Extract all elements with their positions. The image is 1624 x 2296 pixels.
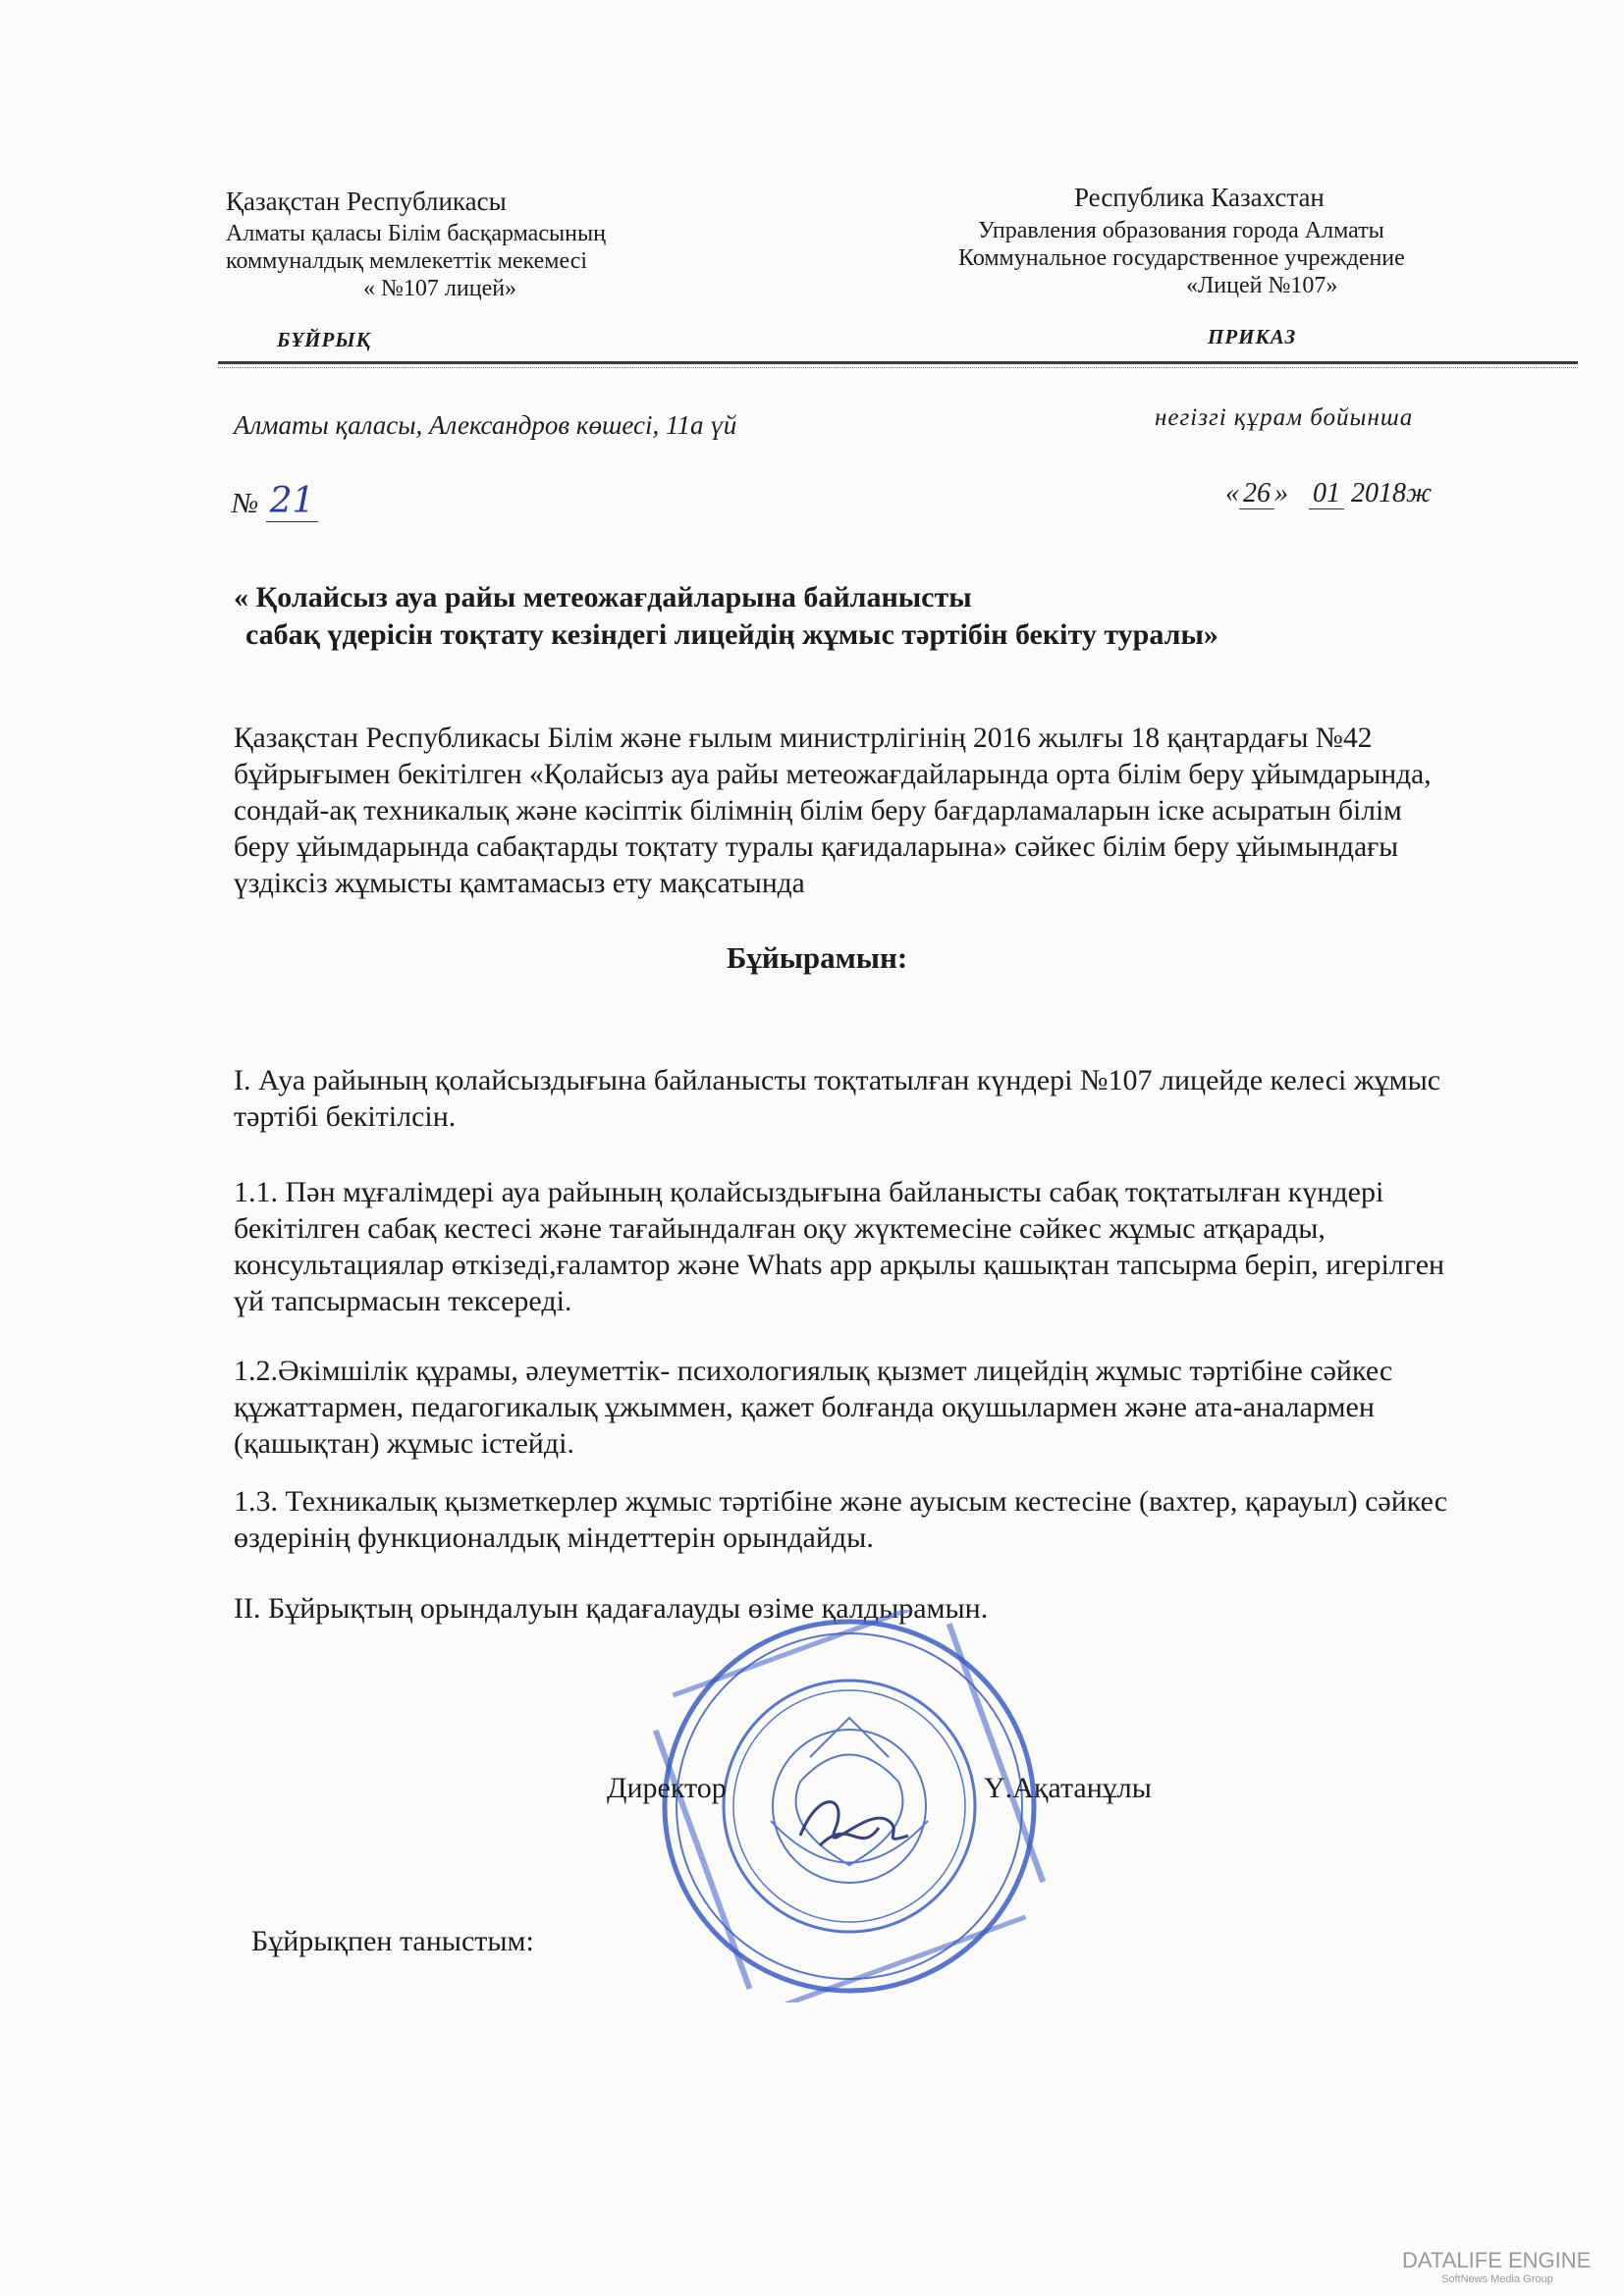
date-close-quote: » (1274, 478, 1288, 508)
header-right-line4: «Лицей №107» (1186, 273, 1338, 298)
stamp-graphic (653, 1610, 1046, 2002)
item-1-3: 1.3. Техникалық қызметкерлер жұмыс тәртібіне және ауысым кестесіне (вахтер, қарауыл) сәйкес өздерінің функционалдық міндеттерін орындайды. (234, 1485, 1448, 1554)
date-open-quote: « (1225, 478, 1239, 508)
order-word-text: Бұйырамын: (726, 940, 908, 975)
header-right-line3: Коммунальное государственное учреждение (958, 245, 1405, 271)
item-1-2: 1.2.Әкімшілік құрамы, әлеуметтік- психологиялық қызмет лицейдің жұмыс тәртібіне сәйкес құжаттармен, педагогикалық ұжыммен, қажет болғанда оқушылармен және ата-аналармен (қашықтан) жұмыс істейді. (234, 1355, 1393, 1460)
header-right-doc-type: ПРИКАЗ (1208, 325, 1297, 348)
header-right-line2: Управления образования города Алматы (978, 218, 1384, 243)
order-number (232, 481, 318, 521)
date-month: 01 (1309, 478, 1344, 509)
header-right-republic: Республика Казахстан (1074, 183, 1325, 212)
watermark-brand: DATALIFE ENGINE (1402, 2248, 1592, 2272)
header-rule (218, 361, 1578, 364)
order-number-prefix: № (232, 488, 259, 519)
item-1-1: 1.1. Пән мұғалімдері ауа райының қолайсыздығына байланысты сабақ тоқтатылған күндері бекітілген сабақ кестесі және тағайындалған оқу жүктемесіне сәйкес жұмыс атқарады, консультациялар өткізеді,ғаламтор және Whats app арқылы қашықтан тапсырма беріп, игерілген үй тапсырмасын тексереді. (234, 1176, 1445, 1317)
address: Алматы қаласы, Александров көшесі, 11а үй (234, 410, 737, 440)
title-line-1: « Қолайсыз ауа райы метеожағдайларына байланысты (234, 581, 972, 614)
order-number-value: 21 (266, 481, 319, 522)
order-category: негізгі құрам бойынша (1155, 404, 1414, 431)
header-left-line3: коммуналдық мемлекеттік мекемесі (226, 248, 588, 274)
official-stamp (653, 1610, 1046, 2002)
header-left-republic: Қазақстан Республикасы (226, 187, 507, 216)
header-left-doc-type: БҰЙРЫҚ (277, 328, 371, 351)
title-line-2: сабақ үдерісін тоқтату кезіндегі лицейдің жұмыс тәртібін бекіту туралы» (245, 618, 1218, 651)
item-2: II. Бұйрықтың орындалуын қадағалауды өзіме қалдырамын. (234, 1592, 989, 1625)
preamble: Қазақстан Республикасы Білім және ғылым министрлігінің 2016 жылғы 18 қаңтардағы №42 бұйрығымен бекітілген «Қолайсыз ауа райы метеожағдайларында орта білім беру ұйымдарында, сондай-ақ техникалық және кәсіптік білімнің білім беру бағдарламаларын іске асыратын білім беру ұйымдарында сабақтарды тоқтату туралы қағидаларына» сәйкес білім беру ұйымындағы үздіксіз жұмысты қамтамасыз ету мақсатында (234, 722, 1432, 899)
watermark-logo (1402, 2248, 1591, 2285)
date-year: 2018ж (1351, 478, 1433, 508)
item-1: I. Ауа райының қолайсыздығына байланысты тоқтатылған күндері №107 лицейде келесі жұмыс тәртібі бекітілсін. (234, 1064, 1441, 1133)
header-left-line2: Алматы қаласы Білім басқармасының (226, 221, 606, 246)
date-day: 26 (1239, 478, 1274, 509)
signature-name: Ү.Ақатанұлы (984, 1772, 1152, 1804)
order-title (234, 579, 1218, 654)
header-rule-thin (218, 367, 1578, 368)
header-left-line4: « №107 лицей» (363, 276, 517, 301)
acknowledged-label: Бұйрықпен таныстым: (251, 1925, 534, 1957)
order-date (1225, 478, 1432, 509)
watermark-sub: SoftNews Media Group (1441, 2273, 1553, 2285)
signature-title: Директор (607, 1772, 727, 1804)
order-word (0, 940, 1624, 976)
